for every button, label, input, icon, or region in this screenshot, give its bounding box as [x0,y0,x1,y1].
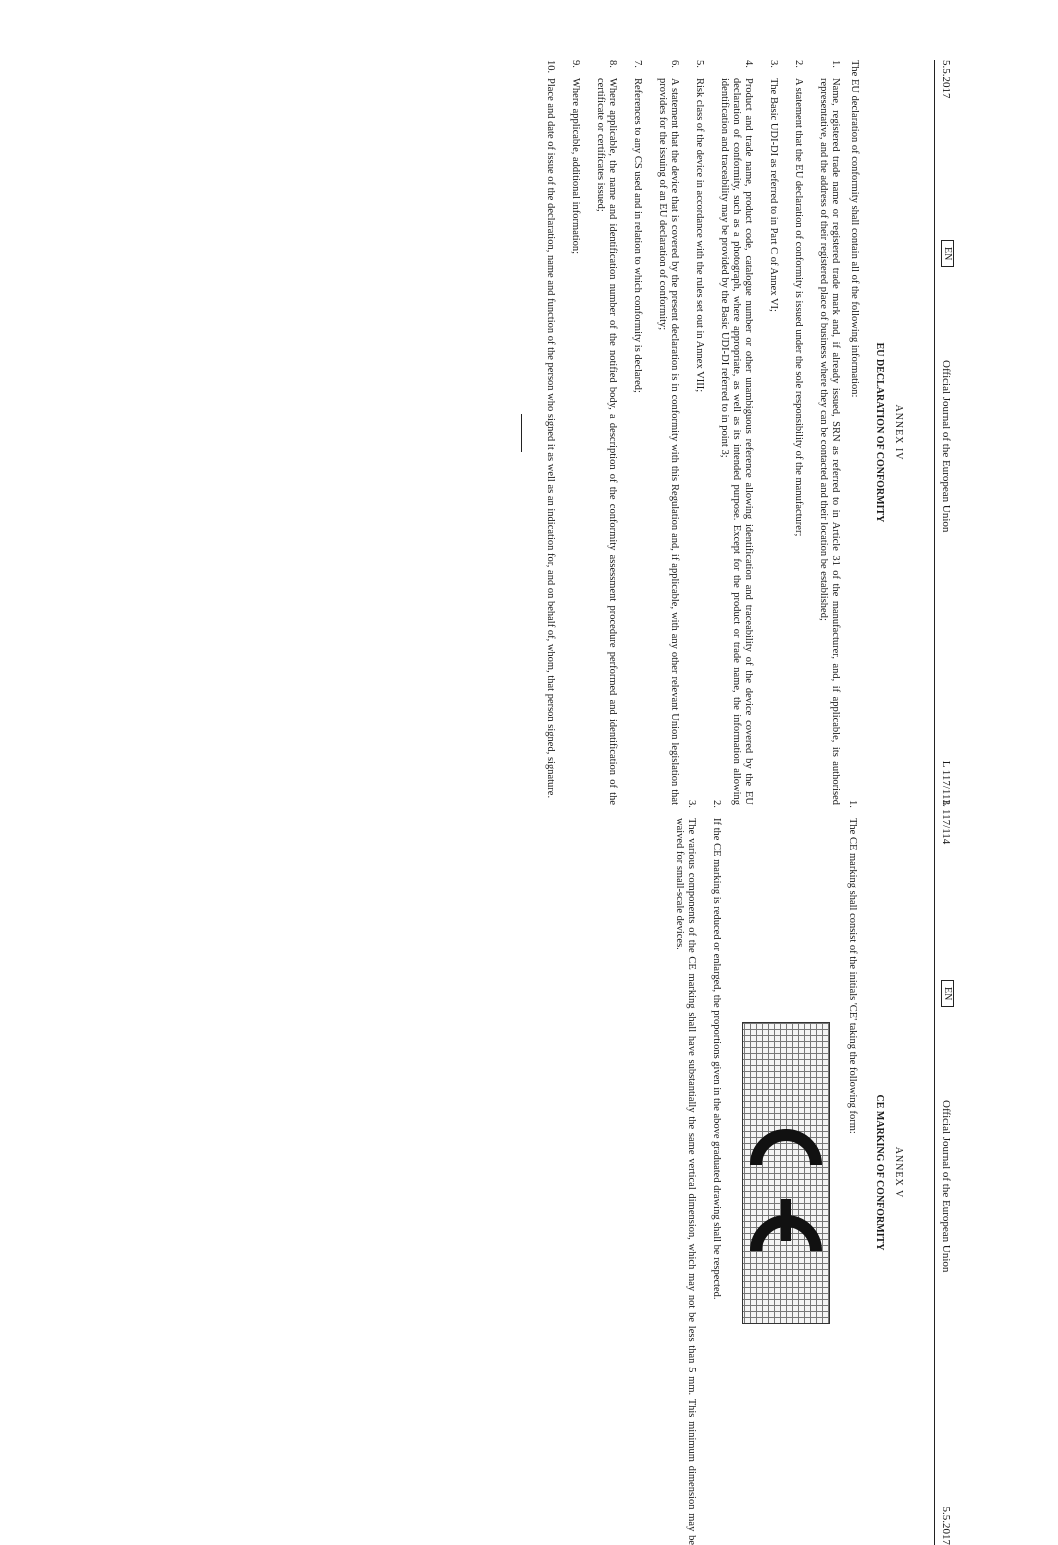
list-item [817,60,841,805]
item-text: Where applicable, the name and identification number of the notified body, a description of the conformity assessment procedure performed and identification of the certificate or certificates issued; [594,78,618,805]
ce-marking-figure [742,800,830,1545]
item-text: Product and trade name, product code, catalogue number or other unambiguous reference allowing identification and traceability of the device covered by the EU declaration of conformity, such as a photograph, where appropriate, as well as its intended purpose. Except for the product or trade name, the information allowing identification and traceability may be provided by the Basic UDI-DI referred to in point 3; [718,78,754,805]
page-reference: L 117/113 [940,761,952,805]
item-text: Place and date of issue of the declaration, name and function of the person who signed it as well as an indication for, and on behalf of, whom, that person signed, signature. [544,78,556,805]
item-text: Where applicable, additional information; [569,78,581,805]
ce-rules-list-continued [673,800,722,1545]
list-item [544,60,556,805]
item-number: 8. [594,60,618,78]
annex-title: ANNEX V [893,800,904,1545]
list-item [693,60,705,805]
item-text: A statement that the device that is covered by the present declaration is in conformity with this Regulation and, if applicable, with any other relevant Union legislation that provides for the issuing of an EU declaration of conformity; [656,78,680,805]
annex-iv-page [521,60,955,805]
list-item [718,60,754,805]
journal-title: Official Journal of the European Union [940,360,952,532]
item-text: If the CE marking is reduced or enlarged, the proportions given in the above graduated drawing shall be respected. [710,818,722,1545]
item-number: 3. [673,800,697,818]
item-text: The various components of the CE marking shall have substantially the same vertical dimension, which may not be less than 5 mm. This minimum dimension may be waived for small-scale devices. [673,818,697,1545]
item-number: 5. [693,60,705,78]
list-item [767,60,779,805]
item-number: 9. [569,60,581,78]
graduated-grid [742,1022,830,1324]
list-item [846,800,858,1545]
list-item [710,800,722,1545]
intro-text: The EU declaration of conformity shall contain all of the following information: [849,60,860,805]
item-text: The CE marking shall consist of the initials 'CE' taking the following form: [846,818,858,1545]
item-number: 6. [656,60,680,78]
language-badge: EN [941,240,954,267]
item-number: 10. [544,60,556,78]
item-text: Name, registered trade name or registered trade mark and, if already issued, SRN as referred to in Article 31 of the manufacturer, and, if applicable, its authorised representative, and the address of their registered place of business where they can be contacted and their location be established; [817,78,841,805]
list-item [594,60,618,805]
ce-rules-list [846,800,858,1545]
item-number: 1. [846,800,858,818]
item-text: The Basic UDI-DI as referred to in Part C of Annex VI; [767,78,779,805]
header-date: 5.5.2017 [940,1507,952,1545]
journal-title: Official Journal of the European Union [940,1100,952,1272]
annex-v-page [660,800,955,1545]
item-number: 3. [767,60,779,78]
item-text: A statement that the EU declaration of conformity is issued under the sole responsibility of the manufacturer; [792,78,804,805]
requirements-list [544,60,841,805]
item-number: 1. [817,60,841,78]
list-item [569,60,581,805]
item-number: 4. [718,60,754,78]
item-text: References to any CS used and in relation to which conformity is declared; [631,78,643,805]
page-header [934,60,955,805]
page-header [934,800,955,1545]
annex-subtitle: EU DECLARATION OF CONFORMITY [874,60,885,805]
end-mark-divider [521,414,522,452]
annex-subtitle: CE MARKING OF CONFORMITY [874,800,885,1545]
annex-title: ANNEX IV [893,60,904,805]
item-number: 2. [710,800,722,818]
item-text: Risk class of the device in accordance with the rules set out in Annex VIII; [693,78,705,805]
list-item [673,800,697,1545]
language-badge: EN [941,980,954,1007]
item-number: 2. [792,60,804,78]
list-item [792,60,804,805]
ce-letter-c [756,1135,816,1165]
list-item [656,60,680,805]
page-reference: L 117/114 [940,800,952,844]
item-number: 7. [631,60,643,78]
list-item [631,60,643,805]
ce-mark-icon [748,1073,824,1273]
header-date: 5.5.2017 [940,60,952,99]
